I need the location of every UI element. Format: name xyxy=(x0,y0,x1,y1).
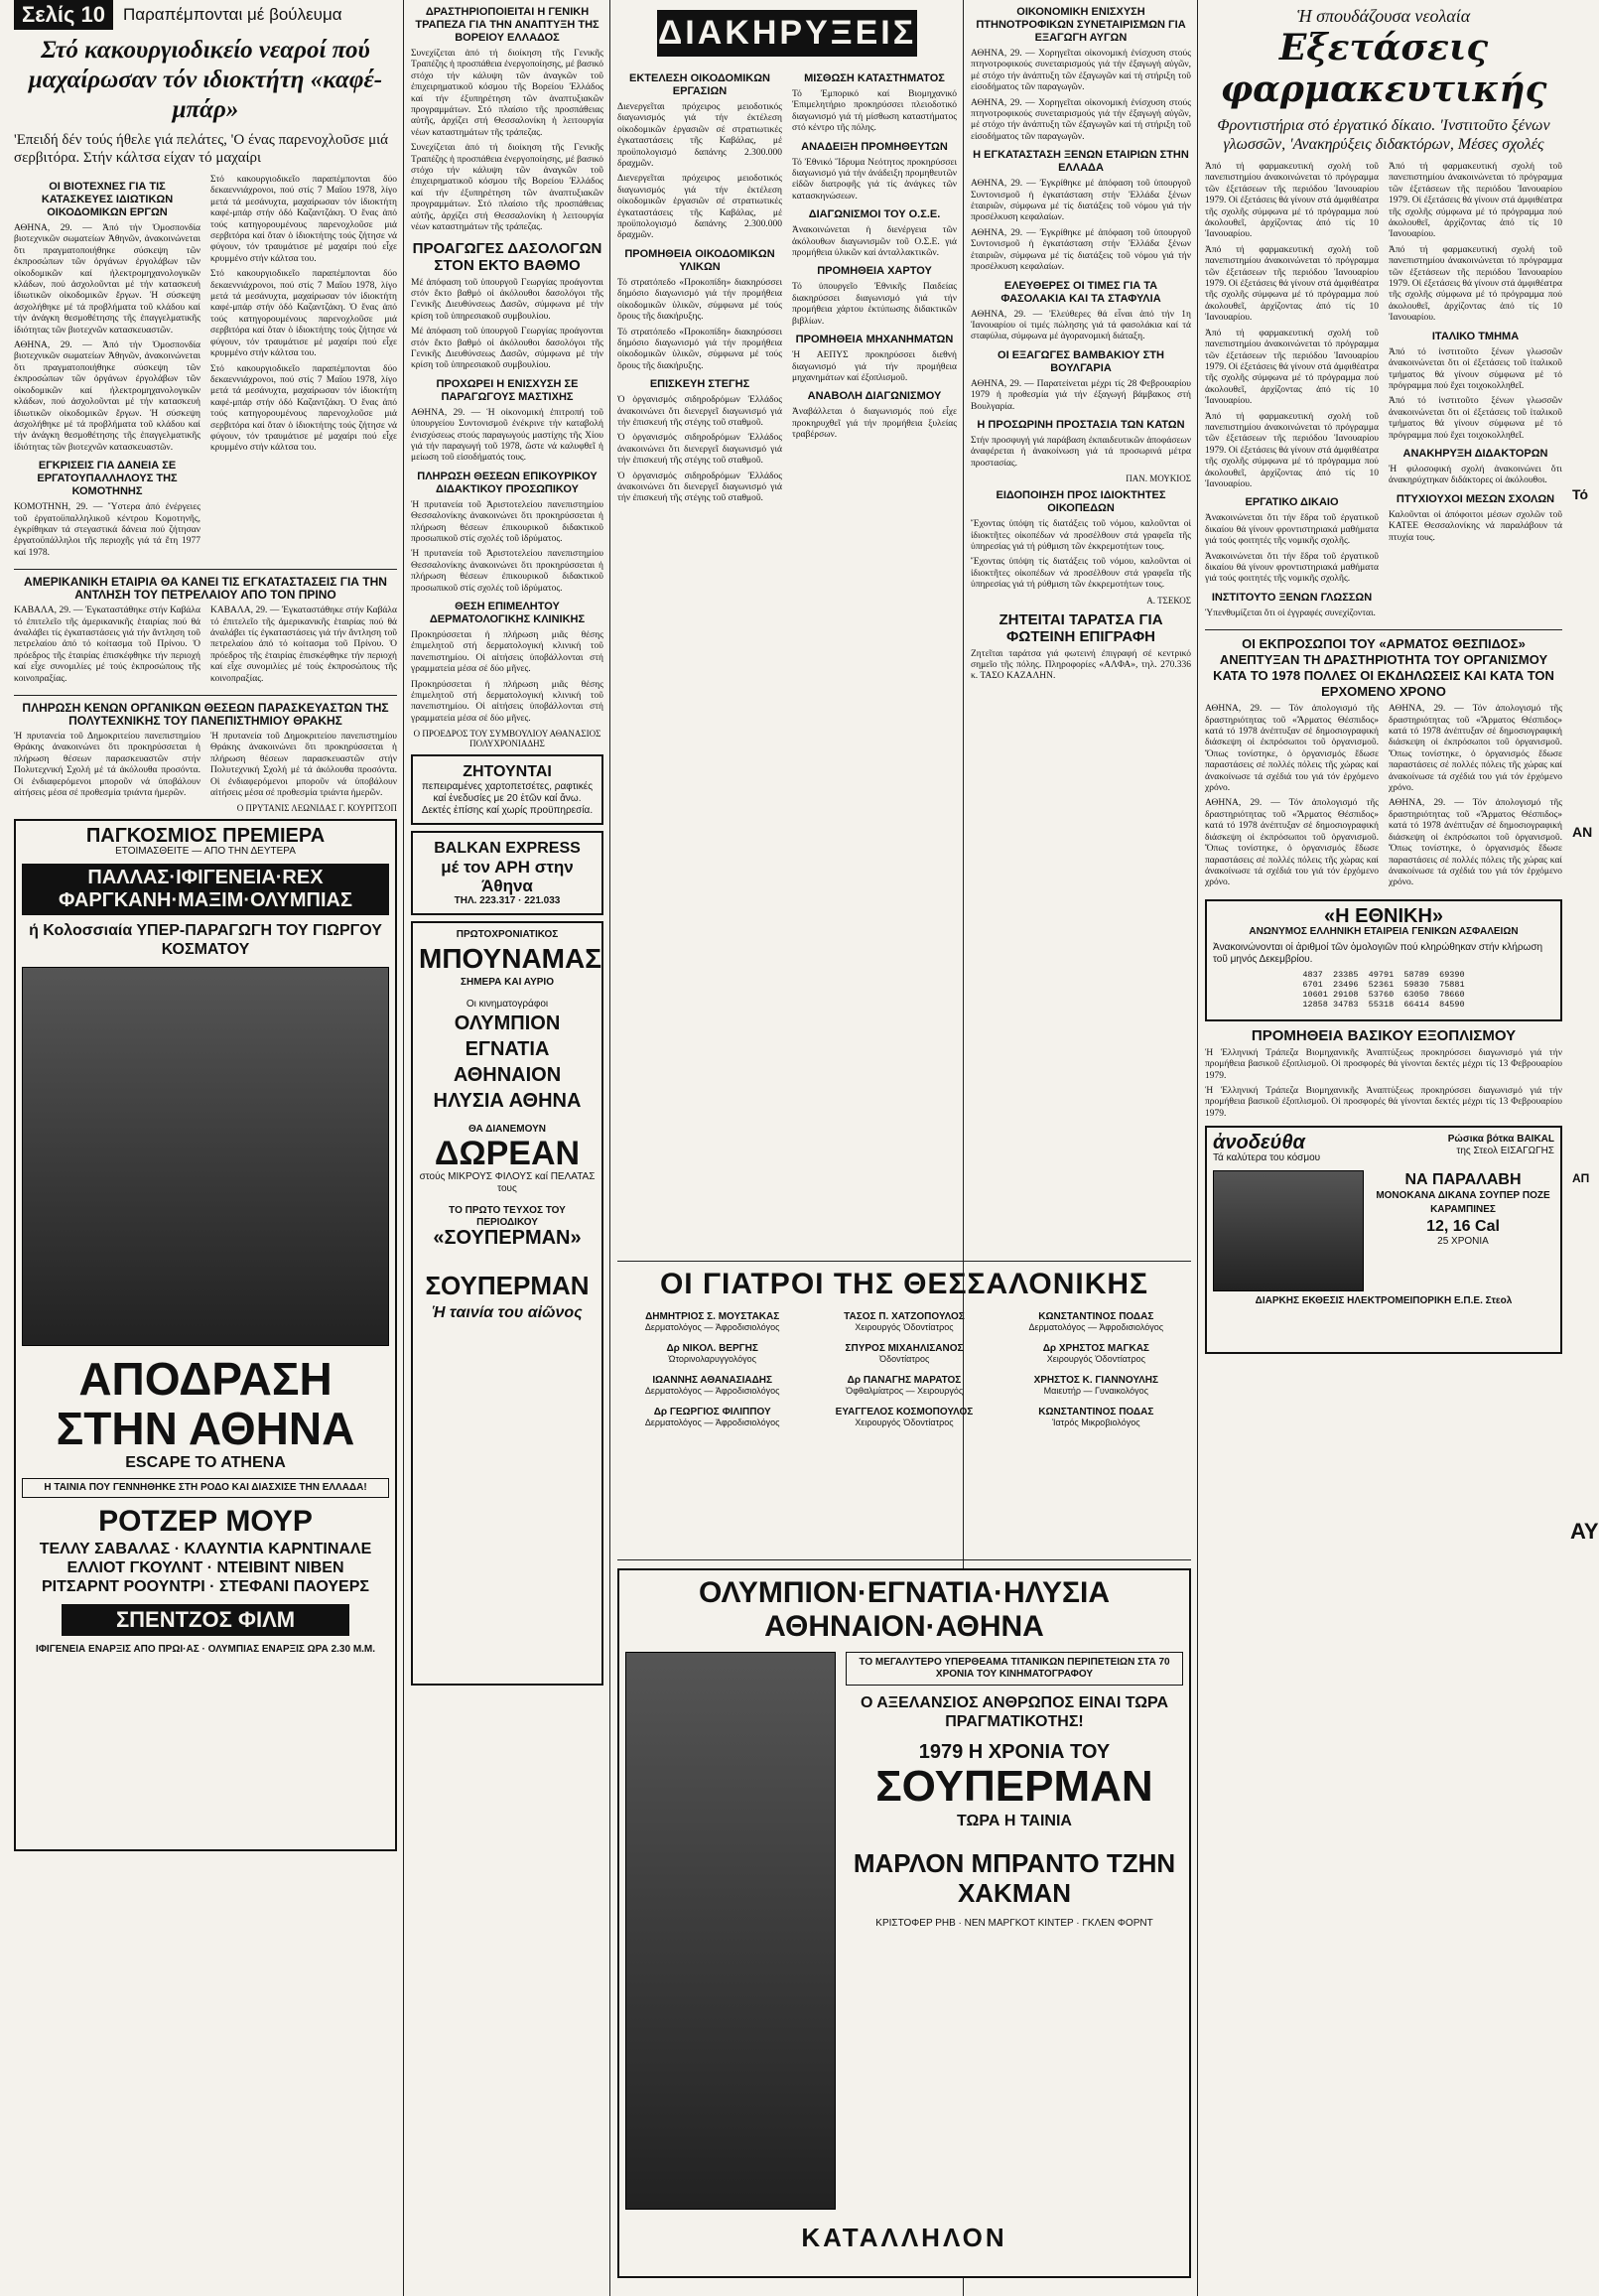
ad-cast: ΡΙΤΣΑΡΝΤ ΡΟΟΥΝΤΡΙ · ΣΤΕΦΑΝΙ ΠΑΟΥΕΡΣ xyxy=(42,1578,369,1596)
ad-tagline: Ο ΑΞΕΛΑΝΣΙΟΣ ΑΝΘΡΩΠΟΣ ΕΙΝΑΙ ΤΩΡΑ ΠΡΑΓΜΑΤΙΚΟΤΗΣ! xyxy=(860,1694,1169,1730)
story-title: ΠΡΟΧΩΡΕΙ Η ΕΝΙΣΧΥΣΗ ΣΕ ΠΑΡΑΓΩΓΟΥΣ ΜΑΣΤΙΧΗΣ xyxy=(436,377,579,403)
column-5 xyxy=(1205,0,1562,2296)
lottery-numbers: 4837 23385 49791 58789 69390 6701 23496 52361 59830 75881 10601 29108 53760 63050 78660 12858 34783 55318 66414 84590 xyxy=(1302,969,1465,1010)
story-text: Ἔχοντας ὑπόψη τίς διατάξεις τοῦ νόμου, καλοῦνται οἱ ἰδιοκτῆτες οἰκοπέδων νά προσέλθουν στά γραφεῖα τῆς ὑπηρεσίας γιά τή ρύθμιση τῶν ἐκκρεμοτήτων τους. xyxy=(971,557,1191,591)
story-text: Ἡ πρυτανεία τοῦ Δημοκριτείου πανεπιστημίου Θράκης ἀνακοινώνει ὅτι προκηρύσσεται ἡ πλήρωση θέσεων παρασκευαστῶν στήν Πολυτεχνική Σχολή μέ τά ἀκόλουθα προσόντα. Οἱ ἐνδιαφερόμενοι μποροῦν νά ὑποβάλουν αἰτήσεις μέσα σέ προθεσμία τριάντα ἡμερῶν. xyxy=(210,732,397,799)
story-title: ΙΤΑΛΙΚΟ ΤΜΗΜΑ xyxy=(1431,330,1520,342)
ad-cast: ΚΡΙΣΤΟΦΕΡ ΡΗΒ · ΝΕΝ ΜΑΡΓΚΟΤ ΚΙΝΤΕΡ · ΓΚΛΕΝ ΦΟΡΝΤ xyxy=(875,1918,1153,1929)
story-text: Στό κακουργιοδικεῖο παραπέμπονται δύο δεκαεννιάχρονοι, πού στίς 7 Μαΐου 1978, λίγο μετά τά μεσάνυχτα, μαχαίρωσαν τόν ἰδιοκτήτη καφέ-μπάρ στήν ὁδό Καζαντζάκη. Ὁ ἕνας ἀπό τούς κατηγορουμένους παρενοχλοῦσε μιά σερβιτόρα καί ὅταν ὁ ἰδιοκτήτης τούς ζήτησε νά φύγουν, τόν τραυμάτισε μέ μαχαίρι πού εἶχε κρυμμένο στήν κάλτσα του. xyxy=(210,363,397,454)
story-text: Ἡ πρυτανεία τοῦ Ἀριστοτελείου πανεπιστημίου Θεσσαλονίκης ἀνακοινώνει ὅτι προκηρύσσεται ἡ πλήρωση θέσεων ἐπικουρικοῦ διδακτικοῦ προσωπικοῦ στίς σχολές τοῦ ἱδρύματος. xyxy=(411,499,603,544)
story-text: ΑΘΗΝΑ, 29. — Ἐλεύθερες θά εἶναι ἀπό τήν 1η Ἰανουαρίου οἱ τιμές πώλησης γιά τά φασολάκια καί τά σταφύλια, σύμφωνα μέ ἀγορανομική διάταξη. xyxy=(971,309,1191,342)
announcement-text: Ἀνακοινώνεται ἡ διενέργεια τῶν ἀκόλουθων διαγωνισμῶν τοῦ Ο.Σ.Ε. γιά προμήθεια ὑλικῶν καί ἀνταλλακτικῶν. xyxy=(792,225,957,259)
doctor-entry: ΕΥΑΓΓΕΛΟΣ ΚΟΣΜΟΠΟΥΛΟΣ Χειρουργός Ὀδοντίατρος xyxy=(835,1407,974,1427)
story-title: ΠΡΟΜΗΘΕΙΑ ΒΑΣΙΚΟΥ ΕΞΟΠΛΙΣΜΟΥ xyxy=(1251,1026,1517,1044)
classified-text: πεπειραμένες χαρτοπετσέτες, ραφτικές καί ἐνεδυσίες με 20 ἐτῶν καί ἄνω. Δεκτές ἐπίσης καί χωρίς προϋπηρεσία. xyxy=(421,781,594,817)
column-1 xyxy=(14,0,397,2296)
column-4 xyxy=(971,0,1191,1261)
insurer-sub: ΑΝΩΝΥΜΟΣ ΕΛΛΗΝΙΚΗ ΕΤΑΙΡΕΙΑ ΓΕΝΙΚΩΝ ΑΣΦΑΛΕΙΩΝ xyxy=(1249,925,1519,937)
classified-phone: ΤΗΛ. 223.317 · 221.033 xyxy=(454,895,561,907)
story-text: Ἀπό τή φαρμακευτική σχολή τοῦ πανεπιστημίου ἀνακοινώνεται τό πρόγραμμα τῶν ἐξετάσεων τῆς περιόδου Ἰανουαρίου 1979. Οἱ ἐξετάσεις θά γίνουν στά ἀμφιθέατρα τῆς σχολῆς σύμφωνα μέ τό πρόγραμμα πού ἀκολουθεῖ, ἀρχίζοντας ἀπό τίς 10 Ἰανουαρίου. xyxy=(1205,411,1379,489)
insurer-text: Ἀνακοινώνονται οἱ ἀριθμοί τῶν ὁμολογιῶν πού κληρώθηκαν στήν κλήρωση τοῦ μηνός Δεκεμβρίου. xyxy=(1213,941,1543,965)
film-poster-image xyxy=(22,967,389,1346)
story-title: ΘΕΣΗ ΕΠΙΜΕΛΗΤΟΥ ΔΕΡΜΑΤΟΛΟΓΙΚΗΣ ΚΛΙΝΙΚΗΣ xyxy=(429,601,586,626)
story-text: ΚΟΜΟΤΗΝΗ, 29. — Ὕστερα ἀπό ἐνέργειες τοῦ ἐργατοϋπαλληλικοῦ κέντρου Κομοτηνῆς, ἐγκρίθηκαν τά στεγαστικά δάνεια πού ζήτησαν ἐργατοϋπάλληλοι τῆς περιοχῆς γιά τά ἔτη 1977 καί 1978. xyxy=(14,502,200,558)
story-text: ΑΘΗΝΑ, 29. — Τόν ἀπολογισμό τῆς δραστηριότητας τοῦ «Ἅρματος Θέσπιδος» κατά τό 1978 ἀνέπτυξαν σέ δημοσιογραφική διάσκεψη οἱ ἐκπρόσωποι τοῦ ὀργανισμοῦ. Ὅπως τονίστηκε, ὁ ὀργανισμός ἔδωσε παραστάσεις σέ πολλές πόλεις τῆς χώρας καί ἀνακοίνωσε τά σχέδιά του γιά τόν ἐρχόμενο χρόνο. xyxy=(1389,704,1562,794)
story-text: ΑΘΗΝΑ, 29. — Χορηγεῖται οἰκονομική ἐνίσχυση στούς πτηνοτροφικούς συνεταιρισμούς γιά τήν ἐξαγωγή αὐγῶν, μέ στόχο τήν ἀνάπτυξη τῶν ἐξαγωγῶν καί τή στήριξη τοῦ εἰσοδήματος τῶν παραγωγῶν. xyxy=(971,97,1191,142)
announcement-text: Ἡ ΑΕΠΥΣ προκηρύσσει διεθνή διαγωνισμό γιά τήν προμήθεια μηχανημάτων καί ἐξοπλισμοῦ. xyxy=(792,350,957,383)
story-title: ΟΙ ΒΙΟΤΕΧΝΕΣ ΓΙΑ ΤΙΣ ΚΑΤΑΣΚΕΥΕΣ ΙΔΙΩΤΙΚΩΝ ΟΙΚΟΔΟΜΙΚΩΝ ΕΡΓΩΝ xyxy=(41,181,174,218)
announcements-list xyxy=(617,67,782,509)
ad-distributor: ΣΠΕΝΤΖΟΣ ΦΙΛΜ xyxy=(62,1604,349,1636)
signature: Α. ΤΣΕΚΟΣ xyxy=(1146,595,1191,606)
announcement-title: ΜΙΣΘΩΣΗ ΚΑΤΑΣΤΗΜΑΤΟΣ xyxy=(804,72,945,84)
announcement-title: ΑΝΑΒΟΛΗ ΔΙΑΓΩΝΙΣΜΟΥ xyxy=(807,390,942,403)
ad-footer: ΙΦΙΓΕΝΕΙΑ ΕΝΑΡΞΙΣ ΑΠΟ ΠΡΩΙ·ΑΣ · ΟΛΥΜΠΙΑΣ ΕΝΑΡΞΙΣ ΩΡΑ 2.30 Μ.Μ. xyxy=(35,1644,376,1656)
doctor-entry: Δρ ΝΙΚΟΛ. ΒΕΡΓΗΣ Ὠτορινολαρυγγολόγος xyxy=(666,1343,758,1364)
story-text: Ἡ πρυτανεία τοῦ Ἀριστοτελείου πανεπιστημίου Θεσσαλονίκης ἀνακοινώνει ὅτι προκηρύσσεται ἡ πλήρωση θέσεων ἐπικουρικοῦ διδακτικοῦ προσωπικοῦ στίς σχολές τοῦ ἱδρύματος. xyxy=(411,549,603,594)
announcements-list xyxy=(792,67,957,509)
story-text: ΑΘΗΝΑ, 29. — Παρατείνεται μέχρι τίς 28 Φεβρουαρίου 1979 ἡ προθεσμία γιά τήν ἐξαγωγή βάμβακος στή Βουλγαρία. xyxy=(971,378,1191,412)
story-text: Στήν προσφυγή γιά παράβαση ἐκπαιδευτικῶν ἀποφάσεων ἀναφέρεται ἡ ἀνακοίνωση γιά τά προσωρινά μέτρα προστασίας. xyxy=(971,435,1191,469)
announcement-title: ΑΝΑΔΕΙΞΗ ΠΡΟΜΗΘΕΥΤΩΝ xyxy=(801,140,948,153)
ad-cinemas: ΠΑΛΛΑΣ·ΙΦΙΓΕΝΕΙΑ·REX ΦΑΡΓΚΑΝΗ·ΜΑΞΙΜ·ΟΛΥΜΠΙΑΣ xyxy=(22,864,389,915)
story-text: ΑΘΗΝΑ, 29. — Τόν ἀπολογισμό τῆς δραστηριότητας τοῦ «Ἅρματος Θέσπιδος» κατά τό 1978 ἀνέπτυξαν σέ δημοσιογραφική διάσκεψη οἱ ἐκπρόσωποι τοῦ ὀργανισμοῦ. Ὅπως τονίστηκε, ὁ ὀργανισμός ἔδωσε παραστάσεις σέ πολλές πόλεις τῆς χώρας καί ἀνακοίνωσε τά σχέδιά του γιά τόν ἐρχόμενο χρόνο. xyxy=(1205,704,1379,794)
column-rule xyxy=(1197,0,1198,2296)
story-title: Η ΠΡΟΣΩΡΙΝΗ ΠΡΟΣΤΑΣΙΑ ΤΩΝ ΚΑΤΩΝ xyxy=(977,418,1185,431)
story-text: Συνεχίζεται ἀπό τή διοίκηση τῆς Γενικῆς Τραπέζης ἡ προσπάθεια ἐνεργοποίησης, μέ βασικό στόχο τήν κάλυψη τῶν ἀναγκῶν τοῦ ἐπιχειρηματικοῦ κόσμου τῆς Βορείου Ἑλλάδος καί τήν ἐξυπηρέτηση τῶν ἀναπτυξιακῶν προγραμμάτων. Στό πλαίσιο τῆς προσπάθειας αὐτῆς, ἀρχίζει στή Θεσσαλονίκη ἡ λειτουργία νέων καταστημάτων τῆς τράπεζας. xyxy=(411,49,603,138)
ad-list: ΜΟΝΟΚΑΝΑ ΔΙΚΑΝΑ ΣΟΥΠΕΡ ΠΟΖΕ ΚΑΡΑΜΠΙΝΕΣ xyxy=(1376,1190,1550,1216)
announcement-text: Ὁ ὀργανισμός σιδηροδρόμων Ἑλλάδος ἀνακοινώνει ὅτι διενεργεῖ διαγωνισμό γιά τήν ἐπισκευή τῆς στέγης τοῦ σταθμοῦ. xyxy=(617,471,782,504)
superman-ad xyxy=(617,1568,1191,2278)
doctor-entry: Δρ ΓΕΩΡΓΙΟΣ ΦΙΛΙΠΠΟΥ Δερματολόγος — Ἀφροδισιολόγος xyxy=(644,1407,780,1427)
ad-importer: της Στεολ ΕΙΣΑΓΩΓΗΣ xyxy=(1456,1146,1554,1157)
edge-fragment: ΑΥ xyxy=(1570,1519,1599,1544)
story-text: ΑΘΗΝΑ, 29. — Τόν ἀπολογισμό τῆς δραστηριότητας τοῦ «Ἅρματος Θέσπιδος» κατά τό 1978 ἀνέπτυξαν σέ δημοσιογραφική διάσκεψη οἱ ἐκπρόσωποι τοῦ ὀργανισμοῦ. Ὅπως τονίστηκε, ὁ ὀργανισμός ἔδωσε παραστάσεις σέ πολλές πόλεις τῆς χώρας καί ἀνακοίνωσε τά σχέδιά του γιά τόν ἐρχόμενο χρόνο. xyxy=(1389,798,1562,888)
announcement-text: Ὁ ὀργανισμός σιδηροδρόμων Ἑλλάδος ἀνακοινώνει ὅτι διενεργεῖ διαγωνισμό γιά τήν ἐπισκευή τῆς στέγης τοῦ σταθμοῦ. xyxy=(617,395,782,428)
subhead: Φροντιστήρια στό ἐργατικό δίκαιο. 'Ινστιτοῦτο ξένων γλωσσῶν, 'Ανακηρύξεις διδακτόρων, Μέσες σχολές xyxy=(1217,117,1550,153)
ad-footer: ΔΙΑΡΚΗΣ ΕΚΘΕΣΙΣ ΗΛΕΚΤΡΟΜΕΙΠΟΡΙΚΗ Ε.Π.Ε. Στεολ xyxy=(1255,1295,1513,1307)
doctor-entry: ΚΩΝΣΤΑΝΤΙΝΟΣ ΠΟΔΑΣ Ἰατρός Μικροβιολόγος xyxy=(1038,1407,1154,1427)
story-text: Συνεχίζεται ἀπό τή διοίκηση τῆς Γενικῆς Τραπέζης ἡ προσπάθεια ἐνεργοποίησης, μέ βασικό στόχο τήν κάλυψη τῶν ἀναγκῶν τοῦ ἐπιχειρηματικοῦ κόσμου τῆς Βορείου Ἑλλάδος καί τήν ἐξυπηρέτηση τῶν ἀναπτυξιακῶν προγραμμάτων. Στό πλαίσιο τῆς προσπάθειας αὐτῆς, ἀρχίζει στή Θεσσαλονίκη ἡ λειτουργία νέων καταστημάτων τῆς τράπεζας. xyxy=(411,143,603,233)
story-text: Ἔχοντας ὑπόψη τίς διατάξεις τοῦ νόμου, καλοῦνται οἱ ἰδιοκτῆτες οἰκοπέδων νά προσέλθουν στά γραφεῖα τῆς ὑπηρεσίας γιά τή ρύθμιση τῶν ἐκκρεμοτήτων τους. xyxy=(971,519,1191,552)
story-text: ΑΘΗΝΑ, 29. — Ἀπό τήν Ὁμοσπονδία βιοτεχνικῶν σωματείων Ἀθηνῶν, ἀνακοινώνεται ὅτι πραγματοποιήθηκε σύσκεψη τῶν ἐκπροσώπων τῶν ὀργάνων ἐργολάβων τῶν οἰκοδομικῶν καί ἠλεκτρομηχανολογικῶν κλάδων, πού ἀσχολοῦνται μέ τήν κατασκευή ἰδιωτικῶν οἰκοδομικῶν ἔργων. Ἡ σύσκεψη ἀσχολήθηκε μέ τά προβλήματα τοῦ κλάδου καί τήν ἀνάγκη θεσμοθέτησης τῆς ἐπαγγελματικῆς ἰδιότητας τῶν βιοτεχνῶν κατασκευαστῶν. xyxy=(14,223,200,336)
signature: ΠΑΝ. ΜΟΥΚΙΟΣ xyxy=(1126,473,1191,484)
doctors-directory xyxy=(617,1261,1191,1560)
story-title: ΑΝΑΚΗΡΥΞΗ ΔΙΔΑΚΤΟΡΩΝ xyxy=(1402,447,1548,460)
story-title: ΠΡΟΑΓΩΓΕΣ ΔΑΣΟΛΟΓΩΝ ΣΤΟΝ ΕΚΤΟ ΒΑΘΜΟ xyxy=(412,239,602,274)
story-title: ΟΙΚΟΝΟΜΙΚΗ ΕΝΙΣΧΥΣΗ ΠΤΗΝΟΤΡΟΦΙΚΩΝ ΣΥΝΕΤΑΙΡΙΣΜΩΝ ΓΙΑ ΕΞΑΓΩΓΗ ΑΥΓΩΝ xyxy=(976,6,1186,44)
story-text: Ἀπό τή φαρμακευτική σχολή τοῦ πανεπιστημίου ἀνακοινώνεται τό πρόγραμμα τῶν ἐξετάσεων τῆς περιόδου Ἰανουαρίου 1979. Οἱ ἐξετάσεις θά γίνουν στά ἀμφιθέατρα τῆς σχολῆς σύμφωνα μέ τό πρόγραμμα πού ἀκολουθεῖ, ἀρχίζοντας ἀπό τίς 10 Ἰανουαρίου. xyxy=(1205,328,1379,407)
superman-figure-image xyxy=(625,1652,836,2210)
ad-film-title-en: ESCAPE TO ATHENA xyxy=(125,1454,286,1472)
story-text: ΑΘΗΝΑ, 29. — Ἐγκρίθηκε μέ ἀπόφαση τοῦ ὑπουργοῦ Συντονισμοῦ ἡ ἐγκατάσταση στήν Ἑλλάδα ξένων ἑταιριῶν, σύμφωνα μέ τίς διατάξεις τοῦ νόμου γιά τήν προσέλκυση κεφαλαίων. xyxy=(971,179,1191,223)
doctor-entry: ΧΡΗΣΤΟΣ Κ. ΓΙΑΝΝΟΥΛΗΣ Μαιευτήρ — Γυναικολόγος xyxy=(1033,1375,1159,1396)
doctor-entry: ΙΩΑΝΝΗΣ ΑΘΑΝΑΣΙΑΔΗΣ Δερματολόγος — Ἀφροδισιολόγος xyxy=(644,1375,780,1396)
story-text: ΑΘΗΝΑ, 29. — Ἀπό τήν Ὁμοσπονδία βιοτεχνικῶν σωματείων Ἀθηνῶν, ἀνακοινώνεται ὅτι πραγματοποιήθηκε σύσκεψη τῶν ἐκπροσώπων τῶν ὀργάνων ἐργολάβων τῶν οἰκοδομικῶν καί ἠλεκτρομηχανολογικῶν κλάδων, πού ἀσχολοῦνται μέ τήν κατασκευή ἰδιωτικῶν οἰκοδομικῶν ἔργων. Ἡ σύσκεψη ἀσχολήθηκε μέ τά προβλήματα τοῦ κλάδου καί τήν ἀνάγκη θεσμοθέτησης τῆς ἐπαγγελματικῆς ἰδιότητας τῶν βιοτεχνῶν κατασκευαστῶν. xyxy=(14,340,200,453)
insurer-title: «Η ΕΘΝΙΚΗ» xyxy=(1323,904,1444,927)
announcement-title: ΠΡΟΜΗΘΕΙΑ ΜΗΧΑΝΗΜΑΤΩΝ xyxy=(795,334,954,346)
story-title: ΠΤΥΧΙΟΥΧΟΙ ΜΕΣΩΝ ΣΧΟΛΩΝ xyxy=(1396,492,1555,505)
ad-title: ΜΠΟΥΝΑΜΑΣ xyxy=(419,943,602,975)
story-text: Ἡ φιλοσοφική σχολή ἀνακοινώνει ὅτι ἀνακηρύχτηκαν διδάκτορες οἱ ἀκόλουθοι. xyxy=(1389,464,1562,486)
main-headline: Στό κακουργιοδικείο νεαροί πού μαχαίρωσαν τόν ιδιοκτήτη «καφέ-μπάρ» xyxy=(28,37,383,123)
announcement-title: ΕΚΤΕΛΕΣΗ ΟΙΚΟΔΟΜΙΚΩΝ ΕΡΓΑΣΙΩΝ xyxy=(628,72,771,97)
ad-lead: ἀνοδεύθα xyxy=(1213,1132,1305,1154)
story-text: Ἀπό τή φαρμακευτική σχολή τοῦ πανεπιστημίου ἀνακοινώνεται τό πρόγραμμα τῶν ἐξετάσεων τῆς περιόδου Ἰανουαρίου 1979. Οἱ ἐξετάσεις θά γίνουν στά ἀμφιθέατρα τῆς σχολῆς σύμφωνα μέ τό πρόγραμμα πού ἀκολουθεῖ, ἀρχίζοντας ἀπό τίς 10 Ἰανουαρίου. xyxy=(1389,162,1562,240)
doctor-entry: ΤΑΣΟΣ Π. ΧΑΤΖΟΠΟΥΛΟΣ Χειρουργός Ὀδοντίατρος xyxy=(844,1311,965,1332)
announcement-text: Τό Ἐθνικό Ἵδρυμα Νεότητος προκηρύσσει διαγωνισμό γιά τήν ἀνάδειξη προμηθευτῶν εἰδῶν διατροφῆς γιά τίς ἀνάγκες τῶν κατασκηνώσεων. xyxy=(792,157,957,202)
edge-fragment: ΑΠ xyxy=(1572,1171,1590,1185)
ad-note: Η ΤΑΙΝΙΑ ΠΟΥ ΓΕΝΝΗΘΗΚΕ ΣΤΗ ΡΟΔΟ ΚΑΙ ΔΙΑΣΧΙΣΕ ΤΗΝ ΕΛΛΑΔΑ! xyxy=(22,1478,389,1498)
announcement-text: Τό ὑπουργεῖο Ἐθνικῆς Παιδείας διακηρύσσει διαγωνισμό γιά τήν προμήθεια χάρτου ἐκτύπωσης διδακτικῶν βιβλίων. xyxy=(792,282,957,327)
ad-line: ΠΑΓΚΟΣΜΙΟΣ ΠΡΕΜΙΕΡΑ xyxy=(85,825,326,848)
ad-brand: Ρώσικα βότκα BAIKAL xyxy=(1447,1134,1554,1146)
story-text: Μέ ἀπόφαση τοῦ ὑπουργοῦ Γεωργίας προάγονται στόν ἕκτο βαθμό οἱ ἀκόλουθοι δασολόγοι τῆς Γενικῆς Διευθύνσεως Δασῶν, σύμφωνα μέ τήν κρίση τοῦ ὑπηρεσιακοῦ συμβουλίου. xyxy=(411,277,603,322)
story-text: Ἀπό τό ἰνστιτοῦτο ξένων γλωσσῶν ἀνακοινώνεται ὅτι οἱ ἐξετάσεις τοῦ ἰταλικοῦ τμήματος θά γίνουν σύμφωνα μέ τό πρόγραμμα πού ἔχει τοιχοκολληθεῖ. xyxy=(1389,396,1562,441)
story-text: ΑΘΗΝΑ, 29. — Χορηγεῖται οἰκονομική ἐνίσχυση στούς πτηνοτροφικούς συνεταιρισμούς γιά τήν ἐξαγωγή αὐγῶν, μέ στόχο τήν ἀνάπτυξη τῶν ἐξαγωγῶν καί τή στήριξη τοῦ εἰσοδήματος τῶν παραγωγῶν. xyxy=(971,49,1191,93)
announcement-text: Διενεργεῖται πρόχειρος μειοδοτικός διαγωνισμός γιά τήν ἐκτέλεση οἰκοδομικῶν ἐργασιῶν σέ στρατιωτικές ἐγκαταστάσεις τῆς Καβάλας, μέ προϋπολογισμό δαπάνης 2.300.000 δραχμῶν. xyxy=(617,102,782,170)
section-tag: Σελίς 10 xyxy=(14,0,113,30)
announcement-text: Τό στρατόπεδο «Προκοπίδη» διακηρύσσει δημόσιο διαγωνισμό γιά τήν προμήθεια οἰκοδομικῶν ὑλικῶν, σύμφωνα μέ τούς ὅρους τῆς διακήρυξης. xyxy=(617,327,782,371)
story-text: Ἡ Ἑλληνική Τράπεζα Βιομηχανικῆς Ἀναπτύξεως προκηρύσσει διαγωνισμό γιά τήν προμήθεια βασικοῦ ἐξοπλισμοῦ. Οἱ προσφορές θά γίνονται δεκτές μέχρι τίς 13 Φεβρουαρίου 1979. xyxy=(1205,1047,1562,1081)
ad-cinemas-lead: Οι κινηματογράφοι xyxy=(466,999,549,1011)
story-title: ΙΝΣΤΙΤΟΥΤΟ ΞΕΝΩΝ ΓΛΩΣΣΩΝ xyxy=(1211,591,1373,604)
story-text: Ἀπό τή φαρμακευτική σχολή τοῦ πανεπιστημίου ἀνακοινώνεται τό πρόγραμμα τῶν ἐξετάσεων τῆς περιόδου Ἰανουαρίου 1979. Οἱ ἐξετάσεις θά γίνουν στά ἀμφιθέατρα τῆς σχολῆς σύμφωνα μέ τό πρόγραμμα πού ἀκολουθεῖ, ἀρχίζοντας ἀπό τίς 10 Ἰανουαρίου. xyxy=(1389,244,1562,324)
ad-cinemas: ΟΛΥΜΠΙΟΝ ΕΓΝΑΤΙΑ ΑΘΗΝΑΙΟΝ ΗΛΥΣΙΑ ΑΘΗΝΑ xyxy=(433,1013,582,1113)
ad-magazine: «ΣΟΥΠΕΡΜΑΝ» xyxy=(433,1227,582,1250)
story-text: Ἀνακοινώνεται ὅτι τήν ἔδρα τοῦ ἐργατικοῦ δικαίου θά γίνουν φροντιστηριακά μαθήματα γιά τούς φοιτητές τῆς νομικῆς σχολῆς. xyxy=(1205,551,1379,585)
ad-calibre: 12, 16 Cal xyxy=(1426,1218,1500,1236)
classified-line: μέ τον ΑΡΗ στην Άθηνα xyxy=(441,858,574,896)
classified-title: ΖΗΤΟΥΝΤΑΙ xyxy=(463,763,552,781)
announcement-title: ΕΠΙΣΚΕΥΗ ΣΤΕΓΗΣ xyxy=(649,378,750,391)
ad-title: ΣΟΥΠΕΡΜΑΝ xyxy=(875,1762,1153,1811)
ad-cast: ΕΛΛΙΟΤ ΓΚΟΥΛΝΤ · ΝΤΕΙΒΙΝΤ ΝΙΒΕΝ xyxy=(67,1559,344,1577)
announcement-text: Τό Ἐμπορικό καί Βιομηχανικό Ἐπιμελητήριο προκηρύσσει πλειοδοτικό διαγωνισμό γιά τή μίσθωση καταστήματος στό κέντρο τῆς πόλης. xyxy=(792,89,957,134)
story-text: Ἀνακοινώνεται ὅτι τήν ἔδρα τοῦ ἐργατικοῦ δικαίου θά γίνουν φροντιστηριακά μαθήματα γιά τούς φοιτητές τῆς νομικῆς σχολῆς. xyxy=(1205,513,1379,547)
story-title: Η ΕΓΚΑΤΑΣΤΑΣΗ ΞΕΝΩΝ ΕΤΑΙΡΙΩΝ ΣΤΗΝ ΕΛΛΑΔΑ xyxy=(973,149,1189,175)
ad-cast: ΡΟΤΖΕΡ ΜΟΥΡ xyxy=(98,1505,313,1539)
doctors-banner: ΟΙ ΓΙΑΤΡΟΙ ΤΗΣ ΘΕΣΣΑΛΟΝΙΚΗΣ xyxy=(659,1268,1149,1300)
story-title: ΕΓΚΡΙΣΕΙΣ ΓΙΑ ΔΑΝΕΙΑ ΣΕ ΕΡΓΑΤΟΥΠΑΛΛΗΛΟΥΣ ΤΗΣ ΚΟΜΟΤΗΝΗΣ xyxy=(37,460,178,498)
ad-list-title: ΝΑ ΠΑΡΑΛΑΒΗ xyxy=(1404,1171,1522,1189)
edge-fragment: Τό xyxy=(1572,486,1589,502)
announcement-title: ΠΡΟΜΗΘΕΙΑ ΧΑΡΤΟΥ xyxy=(817,265,932,278)
ad-cast: ΤΕΛΛΥ ΣΑΒΑΛΑΣ · ΚΛΑΥΝΤΙΑ ΚΑΡΝΤΙΝΑΛΕ xyxy=(39,1541,372,1558)
subhead: 'Επειδή δέν τούς ήθελε γιά πελάτες, 'Ο ένας παρενοχλοῦσε μιά σερβιτόρα. Στήν κάλτσα είχαν τό μαχαίρι xyxy=(14,132,389,166)
column-rule xyxy=(609,0,610,2296)
story-text: Προκηρύσσεται ἡ πλήρωση μιᾶς θέσης ἐπιμελητοῦ στή δερματολογική κλινική τοῦ πανεπιστημίου. Οἱ αἰτήσεις ὑποβάλλονται στή γραμματεία μέσα σέ δύο μῆνες. xyxy=(411,630,603,675)
story-text: Μέ ἀπόφαση τοῦ ὑπουργοῦ Γεωργίας προάγονται στόν ἕκτο βαθμό οἱ ἀκόλουθοι δασολόγοι τῆς Γενικῆς Διευθύνσεως Δασῶν, σύμφωνα μέ τήν κρίση τοῦ ὑπηρεσιακοῦ συμβουλίου. xyxy=(411,327,603,371)
doctor-entry: ΣΠΥΡΟΣ ΜΙΧΑΗΛΙΣΑΝΟΣ Ὀδοντίατρος xyxy=(845,1343,964,1364)
ad-first: ΤΟ ΠΡΩΤΟ ΤΕΥΧΟΣ ΤΟΥ ΠΕΡΙΟΔΙΚΟΥ xyxy=(449,1205,566,1229)
story-text: Στό κακουργιοδικεῖο παραπέμπονται δύο δεκαεννιάχρονοι, πού στίς 7 Μαΐου 1978, λίγο μετά τά μεσάνυχτα, μαχαίρωσαν τόν ἰδιοκτήτη καφέ-μπάρ στήν ὁδό Καζαντζάκη. Ὁ ἕνας ἀπό τούς κατηγορουμένους παρενοχλοῦσε μιά σερβιτόρα καί ὅταν ὁ ἰδιοκτήτης τούς ζήτησε νά φύγουν, τόν τραυμάτισε μέ μαχαίρι πού εἶχε κρυμμένο στήν κάλτσα του. xyxy=(210,175,397,264)
ad-tagline: ή Κολοσσιαία ΥΠΕΡ-ΠΑΡΑΓΩΓΗ ΤΟΥ ΓΙΩΡΓΟΥ ΚΟΣΜΑΤΟΥ xyxy=(29,922,382,959)
story-text: ΑΘΗΝΑ, 29. — Τόν ἀπολογισμό τῆς δραστηριότητας τοῦ «Ἅρματος Θέσπιδος» κατά τό 1978 ἀνέπτυξαν σέ δημοσιογραφική διάσκεψη οἱ ἐκπρόσωποι τοῦ ὀργανισμοῦ. Ὅπως τονίστηκε, ὁ ὀργανισμός ἔδωσε παραστάσεις σέ πολλές πόλεις τῆς χώρας καί ἀνακοίνωσε τά σχέδιά του γιά τόν ἐρχόμενο χρόνο. xyxy=(1205,798,1379,888)
ad-sub: ΤΩΡΑ Η ΤΑΙΝΙΑ xyxy=(957,1813,1072,1829)
story-text: Ἀπό τή φαρμακευτική σχολή τοῦ πανεπιστημίου ἀνακοινώνεται τό πρόγραμμα τῶν ἐξετάσεων τῆς περιόδου Ἰανουαρίου 1979. Οἱ ἐξετάσεις θά γίνουν στά ἀμφιθέατρα τῆς σχολῆς σύμφωνα μέ τό πρόγραμμα πού ἀκολουθεῖ, ἀρχίζοντας ἀπό τίς 10 Ἰανουαρίου. xyxy=(1205,244,1379,324)
announcements-banner: ΔΙΑΚΗΡΥΞΕΙΣ xyxy=(657,10,917,57)
story-text: Καλοῦνται οἱ ἀπόφοιτοι μέσων σχολῶν τοῦ ΚΑΤΕΕ Θεσσαλονίκης νά παραλάβουν τά πτυχία τους. xyxy=(1389,509,1562,543)
doctor-entry: Δρ ΧΡΗΣΤΟΣ ΜΑΓΚΑΣ Χειρουργός Ὀδοντίατρος xyxy=(1042,1343,1149,1364)
story-text: ΑΘΗΝΑ, 29. — Ἐγκρίθηκε μέ ἀπόφαση τοῦ ὑπουργοῦ Συντονισμοῦ ἡ ἐγκατάσταση στήν Ἑλλάδα ξένων ἑταιριῶν, σύμφωνα μέ τίς διατάξεις τοῦ νόμου γιά τήν προσέλκυση κεφαλαίων. xyxy=(971,227,1191,273)
kicker: Παραπέμπονται μέ βούλευμα xyxy=(123,5,342,24)
signature: Ο ΠΡΥΤΑΝΙΣ ΛΕΩΝΙΔΑΣ Γ. ΚΟΥΡΙΤΣΟΠ xyxy=(236,803,397,814)
ad-line: ΕΤΟΙΜΑΣΘΕΙΤΕ — ΑΠΟ ΤΗΝ ΔΕΥΤΕΡΑ xyxy=(115,846,296,858)
classified-balkan xyxy=(411,831,603,915)
story-title: ΖΗΤΕΙΤΑΙ ΤΑΡΑΤΣΑ ΓΙΑ ΦΩΤΕΙΝΗ ΕΠΙΓΡΑΦΗ xyxy=(999,610,1163,645)
announcement-text: Τό στρατόπεδο «Προκοπίδη» διακηρύσσει δημόσιο διαγωνισμό γιά τήν προμήθεια οἰκοδομικῶν ὑλικῶν, σύμφωνα μέ τούς ὅρους τῆς διακήρυξης. xyxy=(617,277,782,323)
ad-detail: στούς ΜΙΚΡΟΥΣ ΦΙΛΟΥΣ καί ΠΕΛΑΤΑΣ τους xyxy=(419,1171,596,1195)
ad-year: 1979 Η ΧΡΟΝΙΑ ΤΟΥ xyxy=(918,1741,1111,1763)
story-text: Ὑπενθυμίζεται ὅτι οἱ ἐγγραφές συνεχίζονται. xyxy=(1205,608,1376,618)
doctor-entry: ΚΩΝΣΤΑΝΤΙΝΟΣ ΠΟΔΑΣ Δερματολόγος — Ἀφροδισιολόγος xyxy=(1028,1311,1164,1332)
ad-stars: ΜΑΡΛΟΝ ΜΠΡΑΝΤΟ ΤΖΗΝ ΧΑΚΜΑΝ xyxy=(853,1848,1176,1908)
story-text: Ἀπό τή φαρμακευτική σχολή τοῦ πανεπιστημίου ἀνακοινώνεται τό πρόγραμμα τῶν ἐξετάσεων τῆς περιόδου Ἰανουαρίου 1979. Οἱ ἐξετάσεις θά γίνουν στά ἀμφιθέατρα τῆς σχολῆς σύμφωνα μέ τό πρόγραμμα πού ἀκολουθεῖ, ἀρχίζοντας ἀπό τίς 10 Ἰανουαρίου. xyxy=(1205,162,1379,240)
ad-free: ΔΩΡΕΑΝ xyxy=(434,1135,581,1173)
story-title: ΟΙ ΕΚΠΡΟΣΩΠΟΙ ΤΟΥ «ΑΡΜΑΤΟΣ ΘΕΣΠΙΔΟΣ» ΑΝΕΠΤΥΞΑΝ ΤΗ ΔΡΑΣΤΗΡΙΟΤΗΤΑ ΤΟΥ ΟΡΓΑΝΙΣΜΟΥ ΚΑΤΑ ΤΟ 1978 ΠΟΛΛΕΣ ΟΙ ΕΚΔΗΛΩΣΕΙΣ ΚΑΙ ΚΑΤΑ ΤΟΝ ΕΡΧΟΜΕΝΟ ΧΡΟΝΟ xyxy=(1213,636,1554,700)
story-text: Στό κακουργιοδικεῖο παραπέμπονται δύο δεκαεννιάχρονοι, πού στίς 7 Μαΐου 1978, λίγο μετά τά μεσάνυχτα, μαχαίρωσαν τόν ἰδιοκτήτη καφέ-μπάρ στήν ὁδό Καζαντζάκη. Ὁ ἕνας ἀπό τούς κατηγορουμένους παρενοχλοῦσε μιά σερβιτόρα καί ὅταν ὁ ἰδιοκτήτης τούς ζήτησε νά φύγουν, τόν τραυμάτισε μέ μαχαίρι πού εἶχε κρυμμένο στήν κάλτσα του. xyxy=(210,269,397,359)
ad-end: Ἡ ταινία του αἰῶνος xyxy=(432,1304,583,1322)
hunters-illustration xyxy=(1213,1170,1364,1291)
announcement-text: Ὁ ὀργανισμός σιδηροδρόμων Ἑλλάδος ἀνακοινώνει ὅτι διενεργεῖ διαγωνισμό γιά τήν ἐπισκευή τῆς στέγης τοῦ σταθμοῦ. xyxy=(617,433,782,467)
story-title: ΠΛΗΡΩΣΗ ΘΕΣΕΩΝ ΕΠΙΚΟΥΡΙΚΟΥ ΔΙΔΑΚΤΙΚΟΥ ΠΡΟΣΩΠΙΚΟΥ xyxy=(417,470,598,495)
story-title: ΕΡΓΑΤΙΚΟ ΔΙΚΑΙΟ xyxy=(1245,496,1339,509)
story-text: ΚΑΒΑΛΑ, 29. — Ἐγκαταστάθηκε στήν Καβάλα τό ἐπιτελεῖο τῆς ἀμερικανικῆς ἑταιρίας πού θά ἀναλάβει τίς ἐγκαταστάσεις γιά τήν ἄντληση τοῦ πετρελαίου ἀπό τό κοίτασμα τοῦ Πρίνου. Ὁ πρόεδρος τῆς ἑταιρίας ἐπισκέφθηκε τήν περιοχή καί εἶχε συνομιλίες μέ τούς ἐκπροσώπους τῆς κοινοπραξίας. xyxy=(210,606,397,684)
story-title: ΕΙΔΟΠΟΙΗΣΗ ΠΡΟΣ ΙΔΙΟΚΤΗΤΕΣ ΟΙΚΟΠΕΔΩΝ xyxy=(996,489,1166,515)
story-title: ΠΛΗΡΩΣΗ ΚΕΝΩΝ ΟΡΓΑΝΙΚΩΝ ΘΕΣΕΩΝ ΠΑΡΑΣΚΕΥΑΣΤΩΝ ΤΗΣ ΠΟΛΥΤΕΧΝΙΚΗΣ ΤΟΥ ΠΑΝΕΠΙΣΤΗΜΙΟΥ ΘΡΑΚΗΣ xyxy=(22,701,389,728)
story-title: ΟΙ ΕΞΑΓΩΓΕΣ ΒΑΜΒΑΚΙΟΥ ΣΤΗ ΒΟΥΛΓΑΡΙΑ xyxy=(998,348,1164,374)
classified-wanted xyxy=(411,754,603,825)
announcement-title: ΔΙΑΓΩΝΙΣΜΟΙ ΤΟΥ Ο.Σ.Ε. xyxy=(808,208,941,221)
story-title: ΔΡΑΣΤΗΡΙΟΠΟΙΕΙΤΑΙ Η ΓΕΝΙΚΗ ΤΡΑΠΕΖΑ ΓΙΑ ΤΗΝ ΑΝΑΠΤΥΞΗ ΤΗΣ ΒΟΡΕΙΟΥ ΕΛΛΑΔΟΣ xyxy=(415,6,600,44)
ad-offer: ΘΑ ΔΙΑΝΕΜΟΥΝ xyxy=(468,1124,546,1136)
ad-kicker: ΤΟ ΜΕΓΑΛΥΤΕΡΟ ΥΠΕΡΘΕΑΜΑ ΤΙΤΑΝΙΚΩΝ ΠΕΡΙΠΕΤΕΙΩΝ ΣΤΑ 70 ΧΡΟΝΙΑ ΤΟΥ ΚΙΝΗΜΑΤΟΓΡΑΦΟΥ xyxy=(846,1652,1183,1686)
doctor-entry: Δρ ΠΑΝΑΓΗΣ ΜΑΡΑΤΟΣ Ὀφθαλμίατρος — Χειρουργός xyxy=(845,1375,964,1396)
announcement-title: ΠΡΟΜΗΘΕΙΑ ΟΙΚΟΔΟΜΙΚΩΝ ΥΛΙΚΩΝ xyxy=(624,247,775,273)
announcement-text: Ἀναβάλλεται ὁ διαγωνισμός πού εἶχε προκηρυχθεῖ γιά τήν προμήθεια ξυλείας τραβέρσων. xyxy=(792,407,957,441)
kicker: Ἡ σπουδάζουσα νεολαία xyxy=(1296,6,1471,26)
mpounamas-ad xyxy=(411,921,603,1686)
column-rule xyxy=(403,0,404,2296)
insurer-notice xyxy=(1205,899,1562,1021)
announcement-text: Διενεργεῖται πρόχειρος μειοδοτικός διαγωνισμός γιά τήν ἐκτέλεση οἰκοδομικῶν ἐργασιῶν σέ στρατιωτικές ἐγκαταστάσεις τῆς Καβάλας, μέ προϋπολογισμό δαπάνης 2.300.000 δραχμῶν. xyxy=(617,174,782,241)
story-text: ΚΑΒΑΛΑ, 29. — Ἐγκαταστάθηκε στήν Καβάλα τό ἐπιτελεῖο τῆς ἀμερικανικῆς ἑταιρίας πού θά ἀναλάβει τίς ἐγκαταστάσεις γιά τήν ἄντληση τοῦ πετρελαίου ἀπό τό κοίτασμα τοῦ Πρίνου. Ὁ πρόεδρος τῆς ἑταιρίας ἐπισκέφθηκε τήν περιοχή καί εἶχε συνομιλίες μέ τούς ἐκπροσώπους τῆς κοινοπραξίας. xyxy=(14,606,200,684)
classified-title: BALKAN EXPRESS xyxy=(434,840,581,858)
ad-film: ΣΟΥΠΕΡΜΑΝ xyxy=(425,1271,590,1301)
ad-kicker: ΠΡΩΤΟΧΡΟΝΙΑΤΙΚΟΣ xyxy=(456,929,559,941)
story-title: ΕΛΕΥΘΕΡΕΣ ΟΙ ΤΙΜΕΣ ΓΙΑ ΤΑ ΦΑΣΟΛΑΚΙΑ ΚΑΙ ΤΑ ΣΤΑΦΥΛΙΑ xyxy=(1000,279,1161,305)
story-text: Ἡ Ἑλληνική Τράπεζα Βιομηχανικῆς Ἀναπτύξεως προκηρύσσει διαγωνισμό γιά τήν προμήθεια βασικοῦ ἐξοπλισμοῦ. Οἱ προσφορές θά γίνονται δεκτές μέχρι τίς 13 Φεβρουαρίου 1979. xyxy=(1205,1085,1562,1119)
vodka-ad xyxy=(1205,1126,1562,1354)
ad-cinemas: ΟΛΥΜΠΙΟΝ·ΕΓΝΑΤΙΑ·ΗΛΥΣΙΑ ΑΘΗΝΑΙΟΝ·ΑΘΗΝΑ xyxy=(699,1576,1110,1643)
ad-when: ΣΗΜΕΡΑ ΚΑΙ ΑΥΡΙΟ xyxy=(461,977,554,989)
premiere-ad xyxy=(14,819,397,1851)
story-text: Προκηρύσσεται ἡ πλήρωση μιᾶς θέσης ἐπιμελητοῦ στή δερματολογική κλινική τοῦ πανεπιστημίου. Οἱ αἰτήσεις ὑποβάλλονται στή γραμματεία μέσα σέ δύο μῆνες. xyxy=(411,679,603,724)
announcements-column xyxy=(617,0,957,1261)
ad-film-title: ΑΠΟΔΡΑΣΗ ΣΤΗΝ ΑΘΗΝΑ xyxy=(56,1353,355,1455)
story-text: ΑΘΗΝΑ, 29. — Ἡ οἰκονομική ἐπιτροπή τοῦ ὑπουργείου Συντονισμοῦ ἐνέκρινε τήν καταβολή ἐνισχύσεως στούς παραγωγούς μαστίχης τῆς Χίου γιά τήν παραγωγή τοῦ 1978, ὥστε νά καλυφθεῖ ἡ μείωση τοῦ εἰσοδήματός τους. xyxy=(411,407,603,464)
story-text: Ἀπό τό ἰνστιτοῦτο ξένων γλωσσῶν ἀνακοινώνεται ὅτι οἱ ἐξετάσεις τοῦ ἰταλικοῦ τμήματος θά γίνουν σύμφωνα μέ τό πρόγραμμα πού ἔχει τοιχοκολληθεῖ. xyxy=(1389,346,1562,391)
signature: Ο ΠΡΟΕΔΡΟΣ ΤΟΥ ΣΥΜΒΟΥΛΙΟΥ ΑΘΑΝΑΣΙΟΣ ΠΟΛΥΧΡΟΝΙΑΔΗΣ xyxy=(413,729,601,749)
superman-ad-region xyxy=(617,1568,1191,2288)
doctor-entry: ΔΗΜΗΤΡΙΟΣ Σ. ΜΟΥΣΤΑΚΑΣ Δερματολόγος — Ἀφροδισιολόγος xyxy=(644,1311,780,1332)
ad-lead-sub: Τά καλύτερα του κόσμου xyxy=(1213,1152,1321,1164)
column-2 xyxy=(411,0,603,2296)
story-title: ΑΜΕΡΙΚΑΝΙΚΗ ΕΤΑΙΡΙΑ ΘΑ ΚΑΝΕΙ ΤΙΣ ΕΓΚΑΤΑΣΤΑΣΕΙΣ ΓΙΑ ΤΗΝ ΑΝΤΛΗΣΗ ΤΟΥ ΠΕΤΡΕΛΑΙΟΥ ΑΠΟ ΤΟΝ ΠΡΙΝΟ xyxy=(24,575,387,603)
ad-rating: ΚΑΤΑΛΛΗΛΟΝ xyxy=(801,2223,1007,2252)
ad-years: 25 ΧΡΟΝΙΑ xyxy=(1437,1236,1489,1248)
edge-fragment: ΑΝ xyxy=(1572,824,1593,840)
main-headline: Εξετάσεις φαρμακευτικής xyxy=(1220,27,1547,110)
story-text: Ζητεῖται ταράτσα γιά φωτεινή ἐπιγραφή σέ κεντρικό σημεῖο τῆς πόλης. Πληροφορίες «ΑΛΦΑ», τηλ. 270.336 κ. ΤΑΣΟ ΚΑΖΑΛΗΝ. xyxy=(971,648,1191,682)
story-text: Ἡ πρυτανεία τοῦ Δημοκριτείου πανεπιστημίου Θράκης ἀνακοινώνει ὅτι προκηρύσσεται ἡ πλήρωση θέσεων παρασκευαστῶν στήν Πολυτεχνική Σχολή μέ τά ἀκόλουθα προσόντα. Οἱ ἐνδιαφερόμενοι μποροῦν νά ὑποβάλουν αἰτήσεις μέσα σέ προθεσμία τριάντα ἡμερῶν. xyxy=(14,732,200,799)
